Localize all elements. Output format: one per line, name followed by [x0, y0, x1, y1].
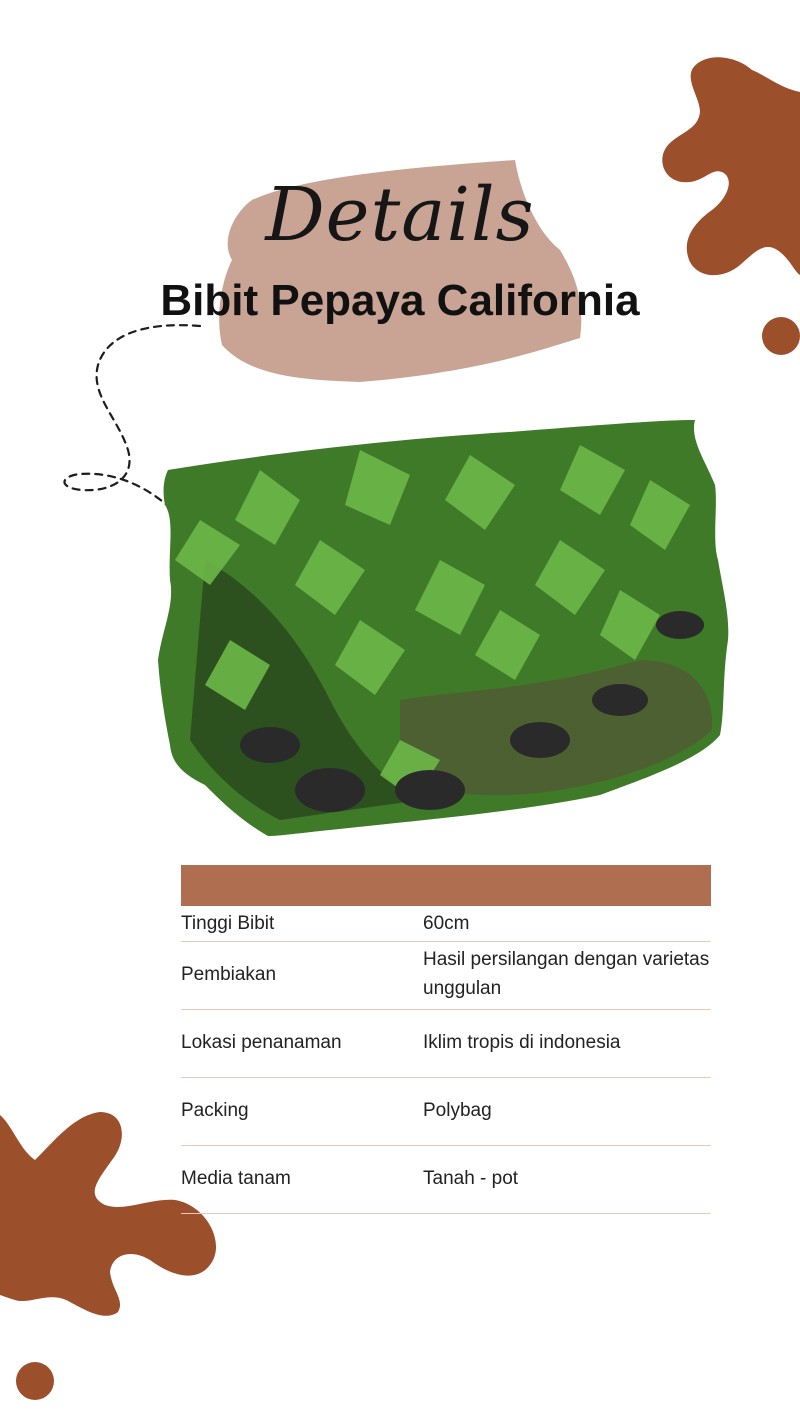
spec-table-header [181, 865, 711, 906]
spec-label: Media tanam [181, 1168, 291, 1189]
plant-photo [158, 420, 728, 836]
spec-value: Tanah - pot [423, 1168, 519, 1189]
spec-row [181, 906, 711, 942]
spec-label: Packing [181, 1100, 249, 1121]
spec-row [181, 1010, 711, 1078]
spec-label: Pembiakan [181, 964, 277, 985]
paint-drop-bottom-left [16, 1362, 54, 1400]
spec-table [181, 865, 711, 1214]
product-title: Bibit Pepaya California [160, 276, 640, 325]
spec-value: Hasil persilangan dengan varietas unggulan [423, 949, 710, 999]
spec-row [181, 942, 711, 1010]
spec-label: Tinggi Bibit [181, 913, 275, 934]
spec-label: Lokasi penanaman [181, 1032, 342, 1053]
details-script-heading: Details [265, 172, 535, 258]
spec-value: 60cm [423, 913, 470, 934]
spec-value: Iklim tropis di indonesia [423, 1032, 621, 1053]
spec-row [181, 1146, 711, 1214]
spec-value: Polybag [423, 1100, 492, 1121]
spec-row [181, 1078, 711, 1146]
